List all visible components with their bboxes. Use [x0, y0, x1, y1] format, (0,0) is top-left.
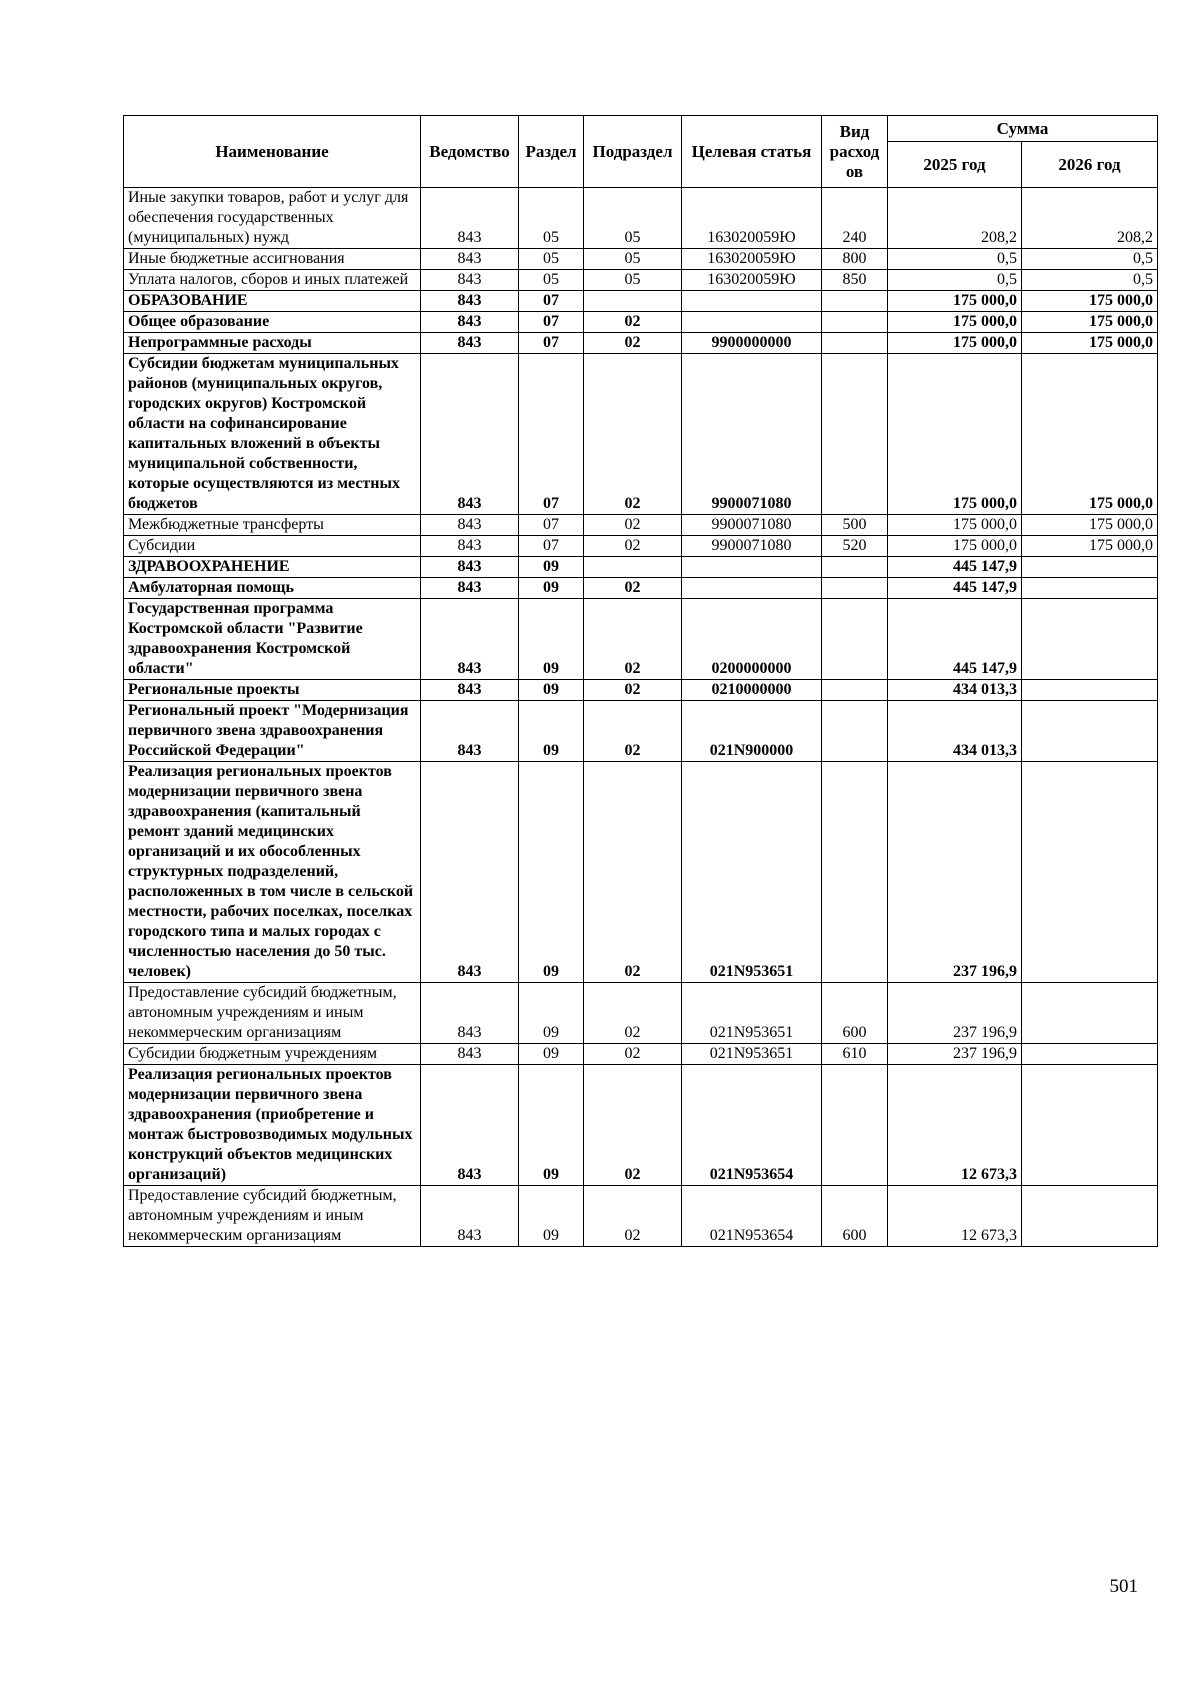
row-sum-2025: 237 196,9	[888, 762, 1022, 983]
row-celevaya	[682, 312, 822, 333]
row-razdel: 09	[519, 599, 584, 680]
row-sum-2025: 445 147,9	[888, 578, 1022, 599]
row-name: Государственная программа Костромской области "Развитие здравоохранения Костромской области"	[124, 599, 421, 680]
row-sum-2025: 175 000,0	[888, 333, 1022, 354]
row-vedomstvo: 843	[421, 354, 519, 515]
row-sum-2026	[1022, 557, 1158, 578]
row-vedomstvo: 843	[421, 536, 519, 557]
row-sum-2025: 237 196,9	[888, 1044, 1022, 1065]
row-vid: 600	[822, 1186, 888, 1247]
row-razdel: 07	[519, 291, 584, 312]
row-sum-2026: 208,2	[1022, 188, 1158, 249]
row-name: Непрограммные расходы	[124, 333, 421, 354]
table-row	[124, 680, 1158, 701]
row-sum-2025: 175 000,0	[888, 515, 1022, 536]
row-name: Региональный проект "Модернизация первичного звена здравоохранения Российской Федерации"	[124, 701, 421, 762]
row-sum-2026	[1022, 1186, 1158, 1247]
row-celevaya: 021N900000	[682, 701, 822, 762]
row-razdel: 07	[519, 354, 584, 515]
row-celevaya: 9900071080	[682, 515, 822, 536]
row-sum-2025: 237 196,9	[888, 983, 1022, 1044]
row-podrazdel: 02	[584, 680, 682, 701]
table-row	[124, 762, 1158, 983]
row-vedomstvo: 843	[421, 578, 519, 599]
table-row	[124, 354, 1158, 515]
row-sum-2025: 434 013,3	[888, 680, 1022, 701]
row-vid	[822, 578, 888, 599]
row-celevaya: 9900071080	[682, 354, 822, 515]
header-name: Наименование	[124, 116, 421, 188]
table-row	[124, 983, 1158, 1044]
row-sum-2026	[1022, 1065, 1158, 1186]
row-name: ЗДРАВООХРАНЕНИЕ	[124, 557, 421, 578]
row-vedomstvo: 843	[421, 557, 519, 578]
row-podrazdel: 02	[584, 515, 682, 536]
row-sum-2026	[1022, 701, 1158, 762]
row-sum-2026	[1022, 762, 1158, 983]
table-row	[124, 515, 1158, 536]
row-name: Предоставление субсидий бюджетным, автономным учреждениям и иным некоммерческим организациям	[124, 983, 421, 1044]
row-celevaya	[682, 291, 822, 312]
table-row	[124, 270, 1158, 291]
row-podrazdel: 02	[584, 1186, 682, 1247]
row-celevaya: 9900000000	[682, 333, 822, 354]
table-row	[124, 701, 1158, 762]
row-name: Предоставление субсидий бюджетным, автономным учреждениям и иным некоммерческим организациям	[124, 1186, 421, 1247]
row-vid: 850	[822, 270, 888, 291]
row-razdel: 09	[519, 1044, 584, 1065]
row-sum-2026	[1022, 599, 1158, 680]
table-row	[124, 557, 1158, 578]
row-sum-2025: 175 000,0	[888, 536, 1022, 557]
row-celevaya: 021N953651	[682, 983, 822, 1044]
header-vedomstvo: Ведомство	[421, 116, 519, 188]
row-vedomstvo: 843	[421, 249, 519, 270]
table-row	[124, 249, 1158, 270]
row-celevaya: 163020059Ю	[682, 270, 822, 291]
row-razdel: 09	[519, 983, 584, 1044]
row-sum-2026: 0,5	[1022, 249, 1158, 270]
row-name: Реализация региональных проектов модернизации первичного звена здравоохранения (капитальный ремонт зданий медицинских организаций и их обособленных структурных подразделений, расположенных в том числе в сельской местности, рабочих поселках, поселках городского типа и малых городах с численностью населения до 50 тыс. человек)	[124, 762, 421, 983]
row-celevaya: 021N953651	[682, 1044, 822, 1065]
row-podrazdel: 05	[584, 188, 682, 249]
row-razdel: 09	[519, 680, 584, 701]
table-row	[124, 599, 1158, 680]
row-razdel: 09	[519, 557, 584, 578]
row-razdel: 09	[519, 1186, 584, 1247]
row-podrazdel: 02	[584, 983, 682, 1044]
row-name: Общее образование	[124, 312, 421, 333]
row-vedomstvo: 843	[421, 983, 519, 1044]
table-row	[124, 578, 1158, 599]
row-razdel: 07	[519, 333, 584, 354]
row-sum-2025: 445 147,9	[888, 557, 1022, 578]
row-vedomstvo: 843	[421, 599, 519, 680]
row-name: Амбулаторная помощь	[124, 578, 421, 599]
row-sum-2025: 175 000,0	[888, 291, 1022, 312]
row-vedomstvo: 843	[421, 1065, 519, 1186]
table-row	[124, 1186, 1158, 1247]
row-vedomstvo: 843	[421, 515, 519, 536]
row-sum-2025: 445 147,9	[888, 599, 1022, 680]
row-sum-2026: 175 000,0	[1022, 312, 1158, 333]
header-vid: Вид расход ов	[822, 116, 888, 188]
row-vid: 610	[822, 1044, 888, 1065]
header-summa: Сумма	[888, 116, 1158, 142]
row-celevaya: 9900071080	[682, 536, 822, 557]
row-vedomstvo: 843	[421, 270, 519, 291]
row-celevaya: 021N953654	[682, 1065, 822, 1186]
row-razdel: 09	[519, 762, 584, 983]
row-vid: 240	[822, 188, 888, 249]
table-row	[124, 333, 1158, 354]
row-sum-2025: 0,5	[888, 249, 1022, 270]
row-sum-2026: 175 000,0	[1022, 515, 1158, 536]
row-sum-2025: 12 673,3	[888, 1065, 1022, 1186]
row-name: Субсидии	[124, 536, 421, 557]
row-vid	[822, 557, 888, 578]
table-row	[124, 1065, 1158, 1186]
row-sum-2026: 175 000,0	[1022, 354, 1158, 515]
row-podrazdel: 02	[584, 333, 682, 354]
row-name: Субсидии бюджетным учреждениям	[124, 1044, 421, 1065]
row-vid	[822, 291, 888, 312]
row-podrazdel	[584, 291, 682, 312]
row-vid: 520	[822, 536, 888, 557]
table-row	[124, 536, 1158, 557]
row-celevaya: 021N953654	[682, 1186, 822, 1247]
header-razdel: Раздел	[519, 116, 584, 188]
row-vedomstvo: 843	[421, 188, 519, 249]
row-sum-2026	[1022, 1044, 1158, 1065]
row-razdel: 09	[519, 701, 584, 762]
row-vedomstvo: 843	[421, 312, 519, 333]
table-row	[124, 188, 1158, 249]
row-vid: 500	[822, 515, 888, 536]
table-row	[124, 312, 1158, 333]
row-sum-2025: 0,5	[888, 270, 1022, 291]
row-sum-2025: 175 000,0	[888, 312, 1022, 333]
row-podrazdel: 02	[584, 1065, 682, 1186]
row-name: Региональные проекты	[124, 680, 421, 701]
row-sum-2025: 208,2	[888, 188, 1022, 249]
row-vedomstvo: 843	[421, 333, 519, 354]
table-body	[124, 188, 1158, 1247]
row-celevaya	[682, 578, 822, 599]
row-razdel: 05	[519, 188, 584, 249]
row-podrazdel: 02	[584, 536, 682, 557]
budget-table	[123, 115, 1158, 1247]
table-row	[124, 291, 1158, 312]
row-vid	[822, 701, 888, 762]
row-razdel: 07	[519, 536, 584, 557]
row-vedomstvo: 843	[421, 762, 519, 983]
row-vid	[822, 680, 888, 701]
row-vid: 600	[822, 983, 888, 1044]
row-name: Уплата налогов, сборов и иных платежей	[124, 270, 421, 291]
row-name: ОБРАЗОВАНИЕ	[124, 291, 421, 312]
row-vedomstvo: 843	[421, 701, 519, 762]
row-sum-2026	[1022, 983, 1158, 1044]
header-podrazdel: Подраздел	[584, 116, 682, 188]
row-podrazdel: 05	[584, 249, 682, 270]
row-name: Иные бюджетные ассигнования	[124, 249, 421, 270]
row-sum-2026: 175 000,0	[1022, 536, 1158, 557]
row-sum-2026: 175 000,0	[1022, 291, 1158, 312]
row-razdel: 05	[519, 270, 584, 291]
row-sum-2025: 12 673,3	[888, 1186, 1022, 1247]
row-vid	[822, 333, 888, 354]
row-celevaya: 163020059Ю	[682, 249, 822, 270]
row-vedomstvo: 843	[421, 680, 519, 701]
row-name: Иные закупки товаров, работ и услуг для обеспечения государственных (муниципальных) нужд	[124, 188, 421, 249]
row-razdel: 05	[519, 249, 584, 270]
row-podrazdel: 02	[584, 1044, 682, 1065]
row-vid	[822, 762, 888, 983]
row-sum-2026: 0,5	[1022, 270, 1158, 291]
row-name: Реализация региональных проектов модернизации первичного звена здравоохранения (приобретение и монтаж быстровозводимых модульных конструкций объектов медицинских организаций)	[124, 1065, 421, 1186]
row-podrazdel: 02	[584, 578, 682, 599]
row-podrazdel: 02	[584, 701, 682, 762]
row-podrazdel: 02	[584, 354, 682, 515]
row-vedomstvo: 843	[421, 291, 519, 312]
row-vedomstvo: 843	[421, 1044, 519, 1065]
row-name: Субсидии бюджетам муниципальных районов (муниципальных округов, городских округов) Костромской области на софинансирование капитальных вложений в объекты муниципальной собственности, которые осуществляются из местных бюджетов	[124, 354, 421, 515]
row-celevaya: 0210000000	[682, 680, 822, 701]
row-podrazdel: 02	[584, 762, 682, 983]
row-podrazdel: 02	[584, 312, 682, 333]
row-vid	[822, 354, 888, 515]
header-year-2025: 2025 год	[888, 142, 1022, 188]
row-vid	[822, 599, 888, 680]
row-sum-2026	[1022, 680, 1158, 701]
row-celevaya	[682, 557, 822, 578]
row-name: Межбюджетные трансферты	[124, 515, 421, 536]
row-sum-2025: 434 013,3	[888, 701, 1022, 762]
row-razdel: 07	[519, 515, 584, 536]
row-podrazdel: 02	[584, 599, 682, 680]
row-razdel: 07	[519, 312, 584, 333]
row-sum-2026: 175 000,0	[1022, 333, 1158, 354]
header-year-2026: 2026 год	[1022, 142, 1158, 188]
row-vid: 800	[822, 249, 888, 270]
row-sum-2026	[1022, 578, 1158, 599]
row-podrazdel: 05	[584, 270, 682, 291]
row-celevaya: 0200000000	[682, 599, 822, 680]
row-vedomstvo: 843	[421, 1186, 519, 1247]
row-podrazdel	[584, 557, 682, 578]
row-razdel: 09	[519, 1065, 584, 1186]
row-sum-2025: 175 000,0	[888, 354, 1022, 515]
header-celevaya: Целевая статья	[682, 116, 822, 188]
row-celevaya: 021N953651	[682, 762, 822, 983]
row-celevaya: 163020059Ю	[682, 188, 822, 249]
page-number: 501	[1109, 1576, 1138, 1597]
row-vid	[822, 1065, 888, 1186]
row-razdel: 09	[519, 578, 584, 599]
table-row	[124, 1044, 1158, 1065]
row-vid	[822, 312, 888, 333]
